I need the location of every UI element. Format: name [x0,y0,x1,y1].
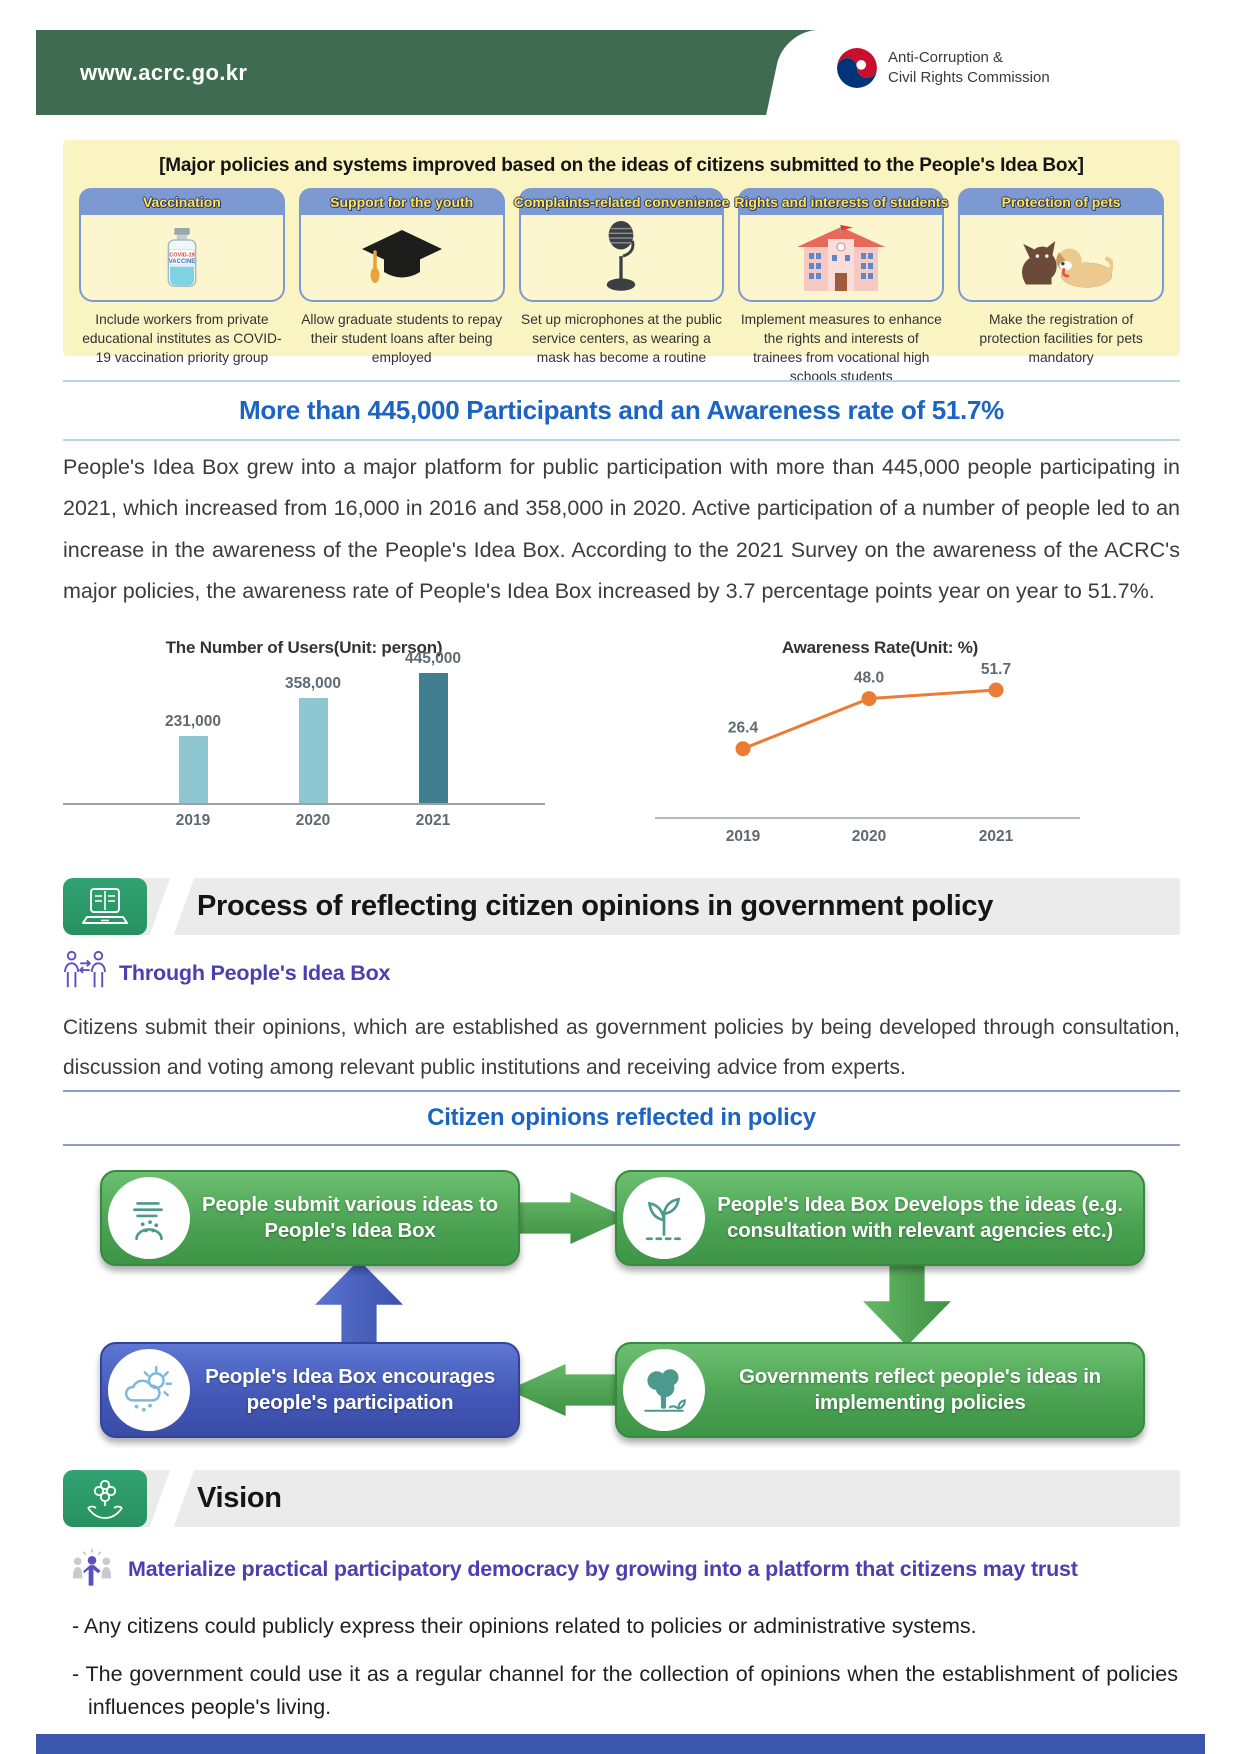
svg-text:VACCINE: VACCINE [168,258,196,265]
policy-card-description: Implement measures to enhance the rights and interests of trainees from vocational high schools students [740,312,942,385]
bar-chart-title: The Number of Users(Unit: person) [165,638,443,657]
users-bar-chart [63,638,545,855]
policy-highlight-box [63,140,1180,385]
vision-bullet: - The government could use it as a regular channel for the collection of opinions when the establishment of policies influences people's living. [72,1662,1178,1719]
bar-2019 [158,713,228,803]
policy-card [958,188,1164,386]
vision-statement-row [70,1546,1078,1593]
through-subheading: Through People's Idea Box [119,961,391,985]
bar-2021 [398,650,468,803]
site-url: www.acrc.go.kr [80,59,248,85]
microphone-icon [519,215,725,302]
graduation-cap-icon [299,215,505,302]
awareness-line-chart [600,638,1160,855]
policy-card-description: Allow graduate students to repay their student loans after being employed [301,312,503,366]
line-value-label: 48.0 [853,669,885,687]
org-brand [836,47,1050,89]
policy-card-header [513,188,730,215]
flow-step-encourage-participation [100,1342,520,1438]
policy-card-header [79,188,285,215]
bar-2020 [278,675,348,803]
policy-card-header [734,188,949,215]
bar [299,698,328,803]
book-laptop-icon [63,878,147,935]
arrow-up-icon [315,1260,403,1346]
flow-step-label: People's Idea Box Develops the ideas (e.g. consultation with relevant agencies etc.) [717,1192,1123,1242]
line-x-tick: 2019 [725,828,761,845]
line-point-2020 [862,691,877,706]
policy-card-header [958,188,1164,215]
flow-step-label: Governments reflect people's ideas in implementing policies [738,1364,1102,1414]
flow-step-develop-ideas [615,1170,1145,1266]
line-value-label: 26.4 [727,719,759,737]
policy-flow-diagram [63,1160,1180,1452]
policy-card [734,188,949,386]
participants-heading: More than 445,000 Participants and an Awareness rate of 51.7% [63,380,1180,441]
bar-value-label: 358,000 [284,675,342,692]
bar-x-axis-labels [63,812,545,830]
svg-text:COVID-19: COVID-19 [169,251,195,258]
through-subheading-row [63,948,390,999]
policy-box-title: [Major policies and systems improved based on the ideas of citizens submitted to the People's Idea Box] [159,155,1084,176]
vaccine-icon [79,215,285,302]
process-section-title: Process of reflecting citizen opinions in government policy [197,890,994,922]
vision-bullet: - Any citizens could publicly express their opinions related to policies or administrative systems. [72,1614,977,1638]
school-icon [738,215,944,302]
vision-people-icon [70,1546,114,1593]
arrow-down-icon [863,1260,951,1346]
line-point-2019 [736,741,751,756]
line-value-label: 51.7 [980,661,1012,678]
policy-card-label: Complaints-related convenience [513,193,730,210]
line-plot-area [600,658,1160,855]
flow-step-submit-ideas [100,1170,520,1266]
line-chart-title: Awareness Rate(Unit: %) [781,638,979,657]
hands-clover-icon [63,1470,147,1527]
page-header [36,30,1205,115]
policy-card-description: Set up microphones at the public service centers, as wearing a mask has become a routine [521,312,722,366]
bar [179,736,208,803]
line-x-tick: 2021 [978,828,1014,845]
policy-card-label: Vaccination [142,193,221,210]
policy-card-header [299,188,505,215]
process-section-header [63,878,1180,935]
org-name: Anti-Corruption & Civil Rights Commission [888,48,1050,86]
people-exchange-icon [63,948,107,999]
vision-bullets [72,1610,1178,1739]
arrow-right-icon [508,1192,628,1244]
policy-card [299,188,505,386]
hand-seeds-icon [108,1177,190,1259]
line-chart-svg [600,658,1160,850]
policy-card [513,188,730,386]
participants-paragraph: People's Idea Box grew into a major platform for public participation with more than 445,000 people participating in 2021, which increased from 16,000 in 2016 and 358,000 in 2020. Active participation of a number of people led to an increase in the awareness of the People's Idea Box. According to the 2021 Survey on the awareness of the ACRC's major policies, the awareness rate of People's Idea Box increased by 3.7 percentage points year on year to 51.7%. [63,455,1180,603]
policy-cards [63,177,1180,386]
bar-value-label: 445,000 [404,650,462,667]
process-paragraph: Citizens submit their opinions, which are established as government policies by being developed through consultation, discussion and voting among relevant public institutions and receiving advice from experts. [63,1016,1180,1079]
arrow-left-icon [508,1364,628,1416]
policy-card-label: Support for the youth [330,193,474,210]
sprout-icon [623,1177,705,1259]
vision-section-header [63,1470,1180,1527]
flow-step-label: People submit various ideas to People's Idea Box [202,1192,498,1242]
weather-icon [108,1349,190,1431]
bar [419,673,448,803]
bar-x-tick: 2019 [175,812,211,829]
line-x-tick: 2020 [851,828,887,845]
vision-section-title: Vision [197,1482,282,1514]
pets-icon [958,215,1164,302]
policy-card-label: Protection of pets [1001,193,1121,210]
policy-card [79,188,285,386]
flow-step-label: People's Idea Box encourages people's participation [205,1364,495,1414]
diagram-heading: Citizen opinions reflected in policy [63,1090,1180,1146]
policy-card-label: Rights and interests of students [734,193,949,210]
flow-step-reflect-policies [615,1342,1145,1438]
policy-card-description: Make the registration of protection facilities for pets mandatory [979,312,1143,366]
bar-value-label: 231,000 [164,713,222,730]
bar-x-tick: 2020 [295,812,331,829]
acrc-logo-icon [836,47,878,89]
vision-statement: Materialize practical participatory democracy by growing into a platform that citizens may trust [128,1557,1078,1581]
policy-card-description: Include workers from private educational institutes as COVID-19 vaccination priority group [82,312,282,366]
tree-icon [623,1349,705,1431]
bar-plot-area [63,650,545,805]
line-point-2021 [989,683,1004,698]
bar-x-tick: 2021 [415,812,451,829]
charts-row [63,638,1180,855]
footer-bar [36,1734,1205,1754]
